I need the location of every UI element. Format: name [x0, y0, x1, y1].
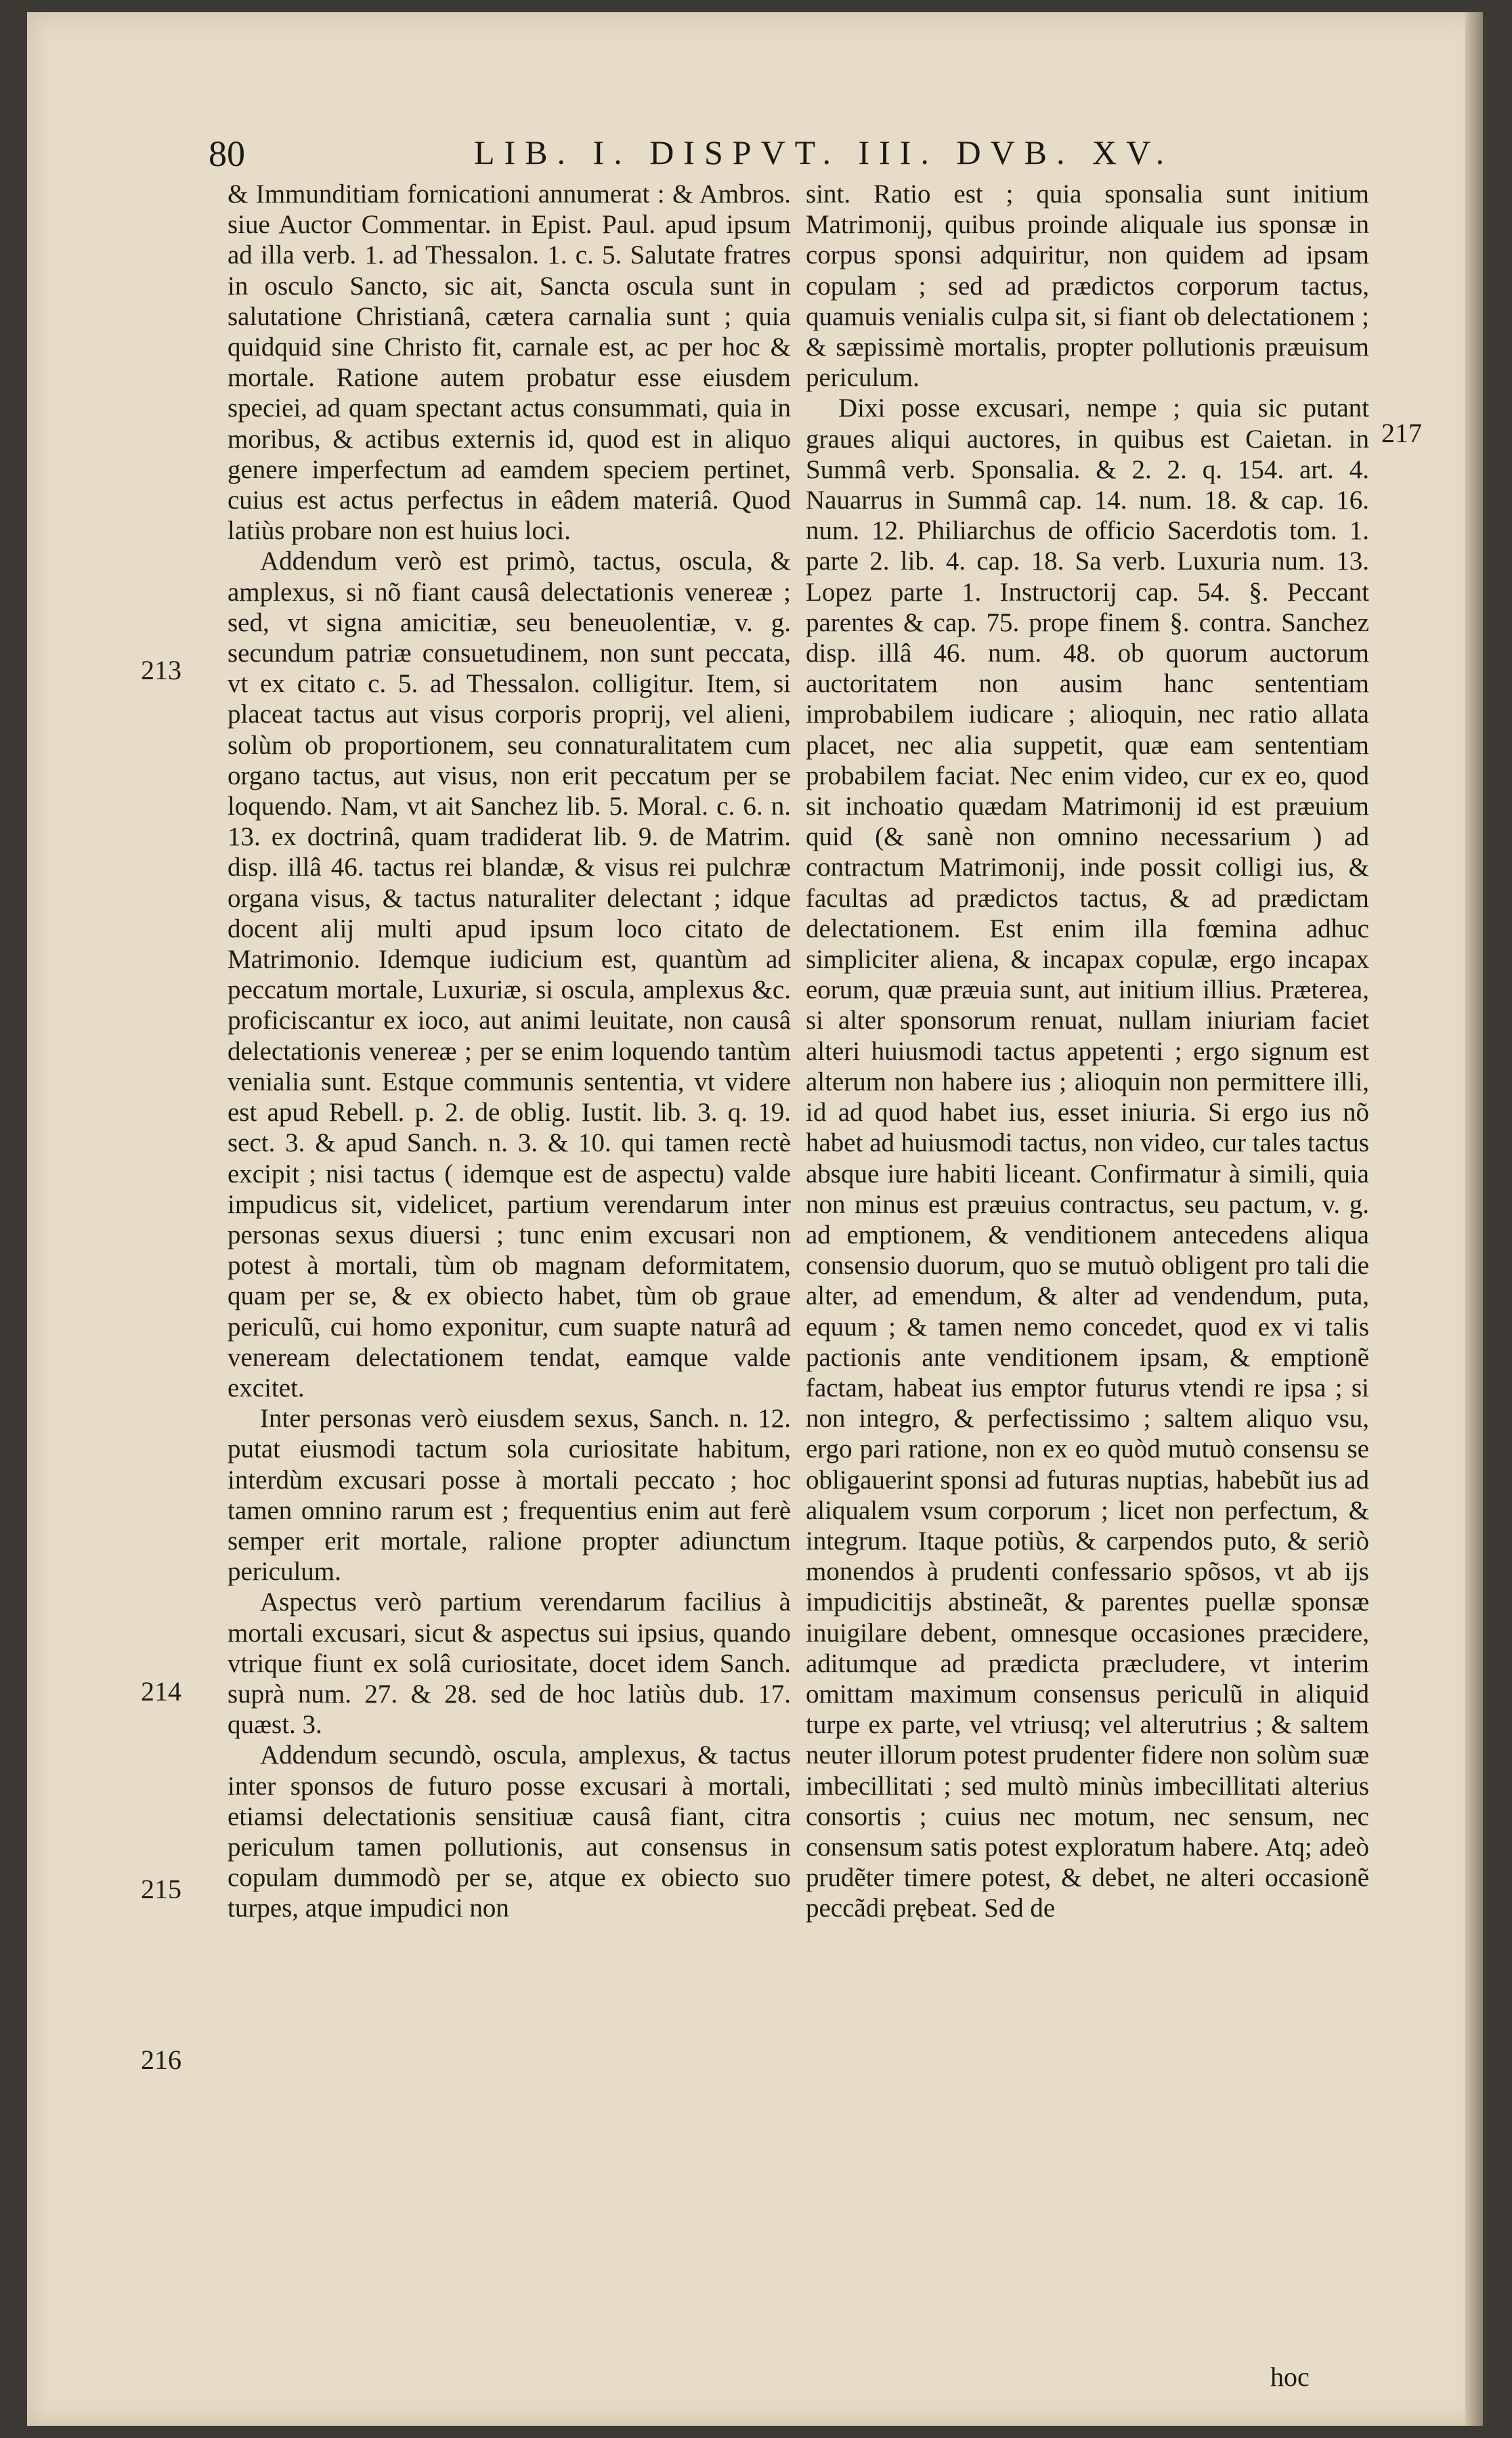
paragraph: Addendum secundò, oscula, amplexus, & tactus inter sponsos de futuro posse excusari à mortali, etiamsi delectationis sensitiuæ causâ fiant, citra periculum tamen pollutionis, aut consensus in copulam dummodò per se, atque ex obiecto suo turpes, atque impudici non: [228, 1740, 791, 1923]
paragraph: Dixi posse excusari, nempe ; quia sic putant graues aliqui auctores, in quibus est Caietan. in Summâ verb. Sponsalia. & 2. 2. q. 154. art. 4. Nauarrus in Summâ cap. 14. num. 18. & cap. 16. num. 12. Philiarchus de officio Sacerdotis tom. 1. parte 2. lib. 4. cap. 18. Sa verb. Luxuria num. 13. Lopez parte 1. Instructorij cap. 54. §. Peccant parentes & cap. 75. prope finem §. contra. Sanchez disp. illâ 46. num. 48. ob quorum auctorum auctoritatem non ausim hanc sententiam improbabilem iudicare ; alioquin, nec ratio allata placet, nec alia suppetit, quæ eam sententiam probabilem faciat. Nec enim video, cur ex eo, quod sit inchoatio quædam Matrimonij id est præuium quid (& sanè non omnino necessarium ) ad contractum Matrimonij, inde possit colligi ius, & facultas ad prædictos tactus, & ad prædictam delectationem. Est enim illa fœmina adhuc simpliciter aliena, & incapax copulæ, ergo incapax eorum, quæ præuia sunt, aut initium illius. Præterea, si alter sponsorum renuat, nullam iniuriam faciet alteri huiusmodi tactus appetenti ; ergo signum est alterum non habere ius ; alioquin non permittere illi, id ad quod habet ius, esset iniuria. Si ergo ius nõ habet ad huiusmodi tactus, non video, cur tales tactus absque iure habiti liceant. Confirmatur à simili, quia non minus est præuius contractus, seu pactum, v. g. ad emptionem, & venditionem antecedens aliqua consensio duorum, quo se mutuò obligent pro tali die alter, ad emendum, & alter ad vendendum, puta, equum ; & tamen nemo concedet, quod ex vi talis pactionis ante venditionem ipsam, & emptionẽ factam, habeat ius emptor futurus vtendi re ipsa ; si non integro, & perfectissimo ; saltem aliquo vsu, ergo pari ratione, non ex eo quòd mutuò consensu se obligauerint sponsi ad futuras nuptias, habebũt ius ad aliqualem vsum corporum ; licet non perfectum, & integrum. Itaque potiùs, & carpendos puto, & seriò monendos à prudenti confessario spõsos, vt ab ijs impudicitijs abstineãt, & parentes puellæ sponsæ inuigilare debent, omnesque occasiones præcidere, aditumque ad prædicta præcludere, vt interim omittam maximum consensus periculũ in aliquid turpe ex parte, vel vtriusq; vel alterutrius ; & saltem neuter illorum potest prudenter fidere non solùm suæ imbecillitati ; sed multò minùs imbecillitati alterius consortis ; cuius nec motum, nec sensum, nec consensum satis potest exploratum habere. Atq; adeò prudẽter timere potest, & debet, ne alteri occasionẽ peccãdi prębeat. Sed de: [806, 393, 1369, 1923]
paragraph: & Immunditiam fornicationi annumerat : & Ambros. siue Auctor Commentar. in Epist. Paul. apud ipsum ad illa verb. 1. ad Thessalon. 1. c. 5. Salutate fratres in osculo Sancto, sic ait, Sancta oscula sunt in salutatione Christianâ, cætera carnalia sunt ; quia quidquid sine Christo fit, carnale est, ac per hoc & mortale. Ratione autem probatur esse eiusdem speciei, ad quam spectant actus consummati, quia in moribus, & actibus externis id, quod est in aliquo genere imperfectum ad eamdem speciem pertinet, cuius est actus perfectus in eâdem materiâ. Quod latiùs probare non est huius loci.: [228, 179, 791, 546]
running-head: LIB. I. DISPVT. III. DVB. XV.: [474, 133, 1174, 171]
left-column: [228, 179, 791, 1924]
margin-number-214: 214: [141, 1676, 181, 1707]
right-column: [806, 179, 1369, 1924]
catchword: hoc: [1270, 2361, 1310, 2392]
book-page: [27, 12, 1483, 2426]
margin-number-213: 213: [141, 655, 181, 685]
paragraph: Inter personas verò eiusdem sexus, Sanch. n. 12. putat eiusmodi tactum sola curiositate habitum, interdùm excusari posse à mortali peccato ; hoc tamen omnino rarum est ; frequentius enim aut ferè semper erit mortale, ralione propter adiunctum periculum.: [228, 1404, 791, 1587]
page-gutter: [1465, 12, 1483, 2426]
page-number: 80: [209, 133, 245, 174]
paragraph: sint. Ratio est ; quia sponsalia sunt initium Matrimonij, quibus proinde aliquale ius sponsæ in corpus sponsi adquiritur, non quidem ad ipsam copulam ; sed ad prædictos corporum tactus, quamuis venialis culpa sit, si fiant ob delectationem ; & sæpissimè mortalis, propter pollutionis præuisum periculum.: [806, 179, 1369, 393]
margin-number-216: 216: [141, 2045, 181, 2075]
margin-number-215: 215: [141, 1874, 181, 1904]
margin-number-217: 217: [1381, 418, 1422, 448]
paragraph: Addendum verò est primò, tactus, oscula, & amplexus, si nõ fiant causâ delectationis venereæ ; sed, vt signa amicitiæ, seu beneuolentiæ, v. g. secundum patriæ consuetudinem, non sunt peccata, vt ex citato c. 5. ad Thessalon. colligitur. Item, si placeat tactus aut visus corporis proprij, vel alieni, solùm ob proportionem, seu connaturalitatem cum organo tactus, aut visus, non erit peccatum per se loquendo. Nam, vt ait Sanchez lib. 5. Moral. c. 6. n. 13. ex doctrinâ, quam tradiderat lib. 9. de Matrim. disp. illâ 46. tactus rei blandæ, & visus rei pulchræ organa visus, & tactus naturaliter delectant ; idque docent alij multi apud ipsum loco citato de Matrimonio. Idemque iudicium est, quantùm ad peccatum mortale, Luxuriæ, si oscula, amplexus &c. proficiscantur ex ioco, aut animi leuitate, non causâ delectationis venereæ ; per se enim loquendo tantùm venialia sunt. Estque communis sententia, vt videre est apud Rebell. p. 2. de oblig. Iustit. lib. 3. q. 19. sect. 3. & apud Sanch. n. 3. & 10. qui tamen rectè excipit ; nisi tactus ( idemque est de aspectu) valde impudicus sit, videlicet, partium verendarum inter personas sexus diuersi ; tunc enim excusari non potest à mortali, tùm ob magnam deformitatem, quam per se, & ex obiecto habet, tùm ob graue periculũ, cui homo exponitur, cum suapte naturâ ad veneream delectationem tendat, eamque valde excitet.: [228, 547, 791, 1403]
paragraph: Aspectus verò partium verendarum facilius à mortali excusari, sicut & aspectus sui ipsius, quando vtrique fiunt ex solâ curiositate, docet idem Sanch. suprà num. 27. & 28. sed de hoc latiùs dub. 17. quæst. 3.: [228, 1587, 791, 1740]
